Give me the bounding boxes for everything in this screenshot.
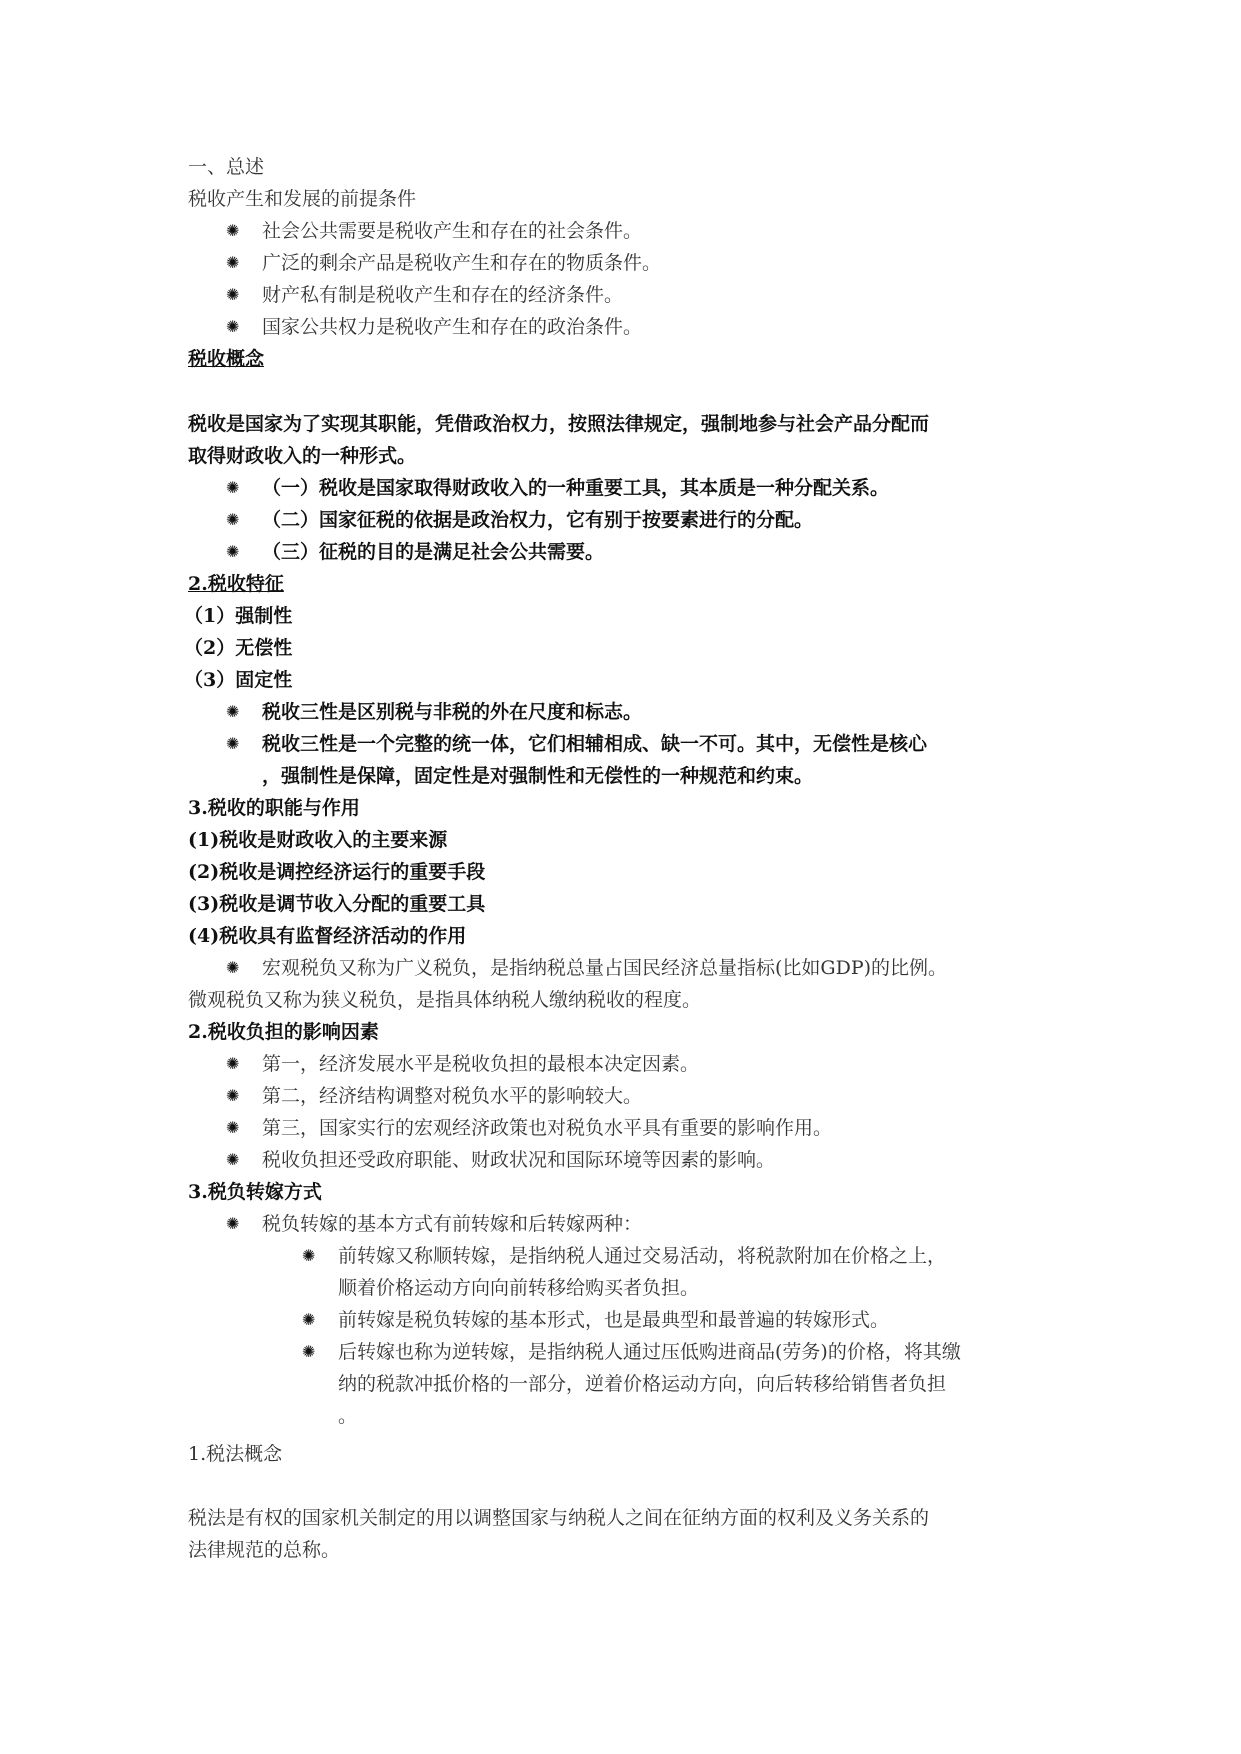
law-definition: 税法是有权的国家机关制定的用以调整国家与纳税人之间在征纳方面的权利及义务关系的 — [188, 1507, 930, 1529]
bullet-icon: ✺ — [226, 734, 240, 753]
bullet-icon: ✺ — [226, 317, 240, 336]
list-item: 税收三性是区别税与非税的外在尺度和标志。 — [262, 701, 643, 723]
list-item: 税收三性是一个完整的统一体，它们相辅相成、缺一不可。其中，无偿性是核心 — [262, 733, 928, 755]
bullet-icon: ✺ — [226, 1214, 240, 1233]
function-item: (2)税收是调控经济运行的重要手段 — [188, 861, 486, 883]
bullet-icon: ✺ — [226, 958, 240, 977]
sub-list-item: 后转嫁也称为逆转嫁，是指纳税人通过压低购进商品(劳务)的价格，将其缴 — [338, 1341, 961, 1363]
bullet-icon: ✺ — [226, 253, 240, 272]
list-item: 税收负担还受政府职能、财政状况和国际环境等因素的影响。 — [262, 1149, 776, 1171]
list-item: 财产私有制是税收产生和存在的经济条件。 — [262, 284, 624, 306]
list-item: 第一，经济发展水平是税收负担的最根本决定因素。 — [262, 1053, 700, 1075]
bullet-icon: ✺ — [226, 510, 240, 529]
section-subheading-preconditions: 税收产生和发展的前提条件 — [188, 188, 417, 210]
sub-list-item-continued: 。 — [338, 1405, 358, 1427]
list-item: 第二，经济结构调整对税负水平的影响较大。 — [262, 1085, 643, 1107]
list-item: （二）国家征税的依据是政治权力，它有别于按要素进行的分配。 — [262, 509, 814, 531]
bullet-icon: ✺ — [226, 221, 240, 240]
function-item: (3)税收是调节收入分配的重要工具 — [188, 893, 486, 915]
list-item: 社会公共需要是税收产生和存在的社会条件。 — [262, 220, 643, 242]
function-item: (4)税收具有监督经济活动的作用 — [188, 925, 467, 947]
feature-item: （3）固定性 — [184, 669, 293, 691]
paragraph: 宏观税负又称为广义税负，是指纳税总量占国民经济总量指标(比如GDP)的比例。 — [262, 957, 948, 979]
concept-heading: 税收概念 — [188, 348, 265, 370]
list-item: 广泛的剩余产品是税收产生和存在的物质条件。 — [262, 252, 662, 274]
bullet-icon: ✺ — [302, 1310, 316, 1329]
paragraph: 微观税负又称为狭义税负，是指具体纳税人缴纳税收的程度。 — [188, 989, 702, 1011]
section-heading-overview: 一、总述 — [188, 156, 265, 178]
bullet-icon: ✺ — [226, 1086, 240, 1105]
concept-definition: 税收是国家为了实现其职能，凭借政治权力，按照法律规定，强制地参与社会产品分配而 — [188, 413, 930, 435]
list-item: 国家公共权力是税收产生和存在的政治条件。 — [262, 316, 643, 338]
bullet-icon: ✺ — [226, 1118, 240, 1137]
sub-list-item-continued: 纳的税款冲抵价格的一部分，逆着价格运动方向，向后转移给销售者负担 — [338, 1373, 947, 1395]
list-item: 税负转嫁的基本方式有前转嫁和后转嫁两种： — [262, 1213, 643, 1235]
list-item-continued: ，强制性是保障，固定性是对强制性和无偿性的一种规范和约束。 — [262, 765, 814, 787]
bullet-icon: ✺ — [226, 285, 240, 304]
factors-heading: 2.税收负担的影响因素 — [188, 1021, 379, 1043]
law-definition: 法律规范的总称。 — [188, 1539, 341, 1561]
list-item: （三）征税的目的是满足社会公共需要。 — [262, 541, 605, 563]
bullet-icon: ✺ — [226, 1054, 240, 1073]
bullet-icon: ✺ — [226, 1150, 240, 1169]
feature-item: （1）强制性 — [184, 605, 293, 627]
concept-definition: 取得财政收入的一种形式。 — [188, 445, 417, 467]
feature-item: （2）无偿性 — [184, 637, 293, 659]
features-heading: 2.税收特征 — [188, 573, 284, 595]
sub-list-item: 前转嫁又称顺转嫁，是指纳税人通过交易活动，将税款附加在价格之上， — [338, 1245, 947, 1267]
bullet-icon: ✺ — [226, 542, 240, 561]
bullet-icon: ✺ — [302, 1342, 316, 1361]
bullet-icon: ✺ — [226, 702, 240, 721]
bullet-icon: ✺ — [302, 1246, 316, 1265]
list-item: 第三，国家实行的宏观经济政策也对税负水平具有重要的影响作用。 — [262, 1117, 833, 1139]
list-item: （一）税收是国家取得财政收入的一种重要工具，其本质是一种分配关系。 — [262, 477, 890, 499]
function-heading: 3.税收的职能与作用 — [188, 797, 360, 819]
law-heading: 1.税法概念 — [188, 1443, 283, 1465]
bullet-icon: ✺ — [226, 478, 240, 497]
sub-list-item-continued: 顺着价格运动方向向前转移给购买者负担。 — [338, 1277, 700, 1299]
sub-list-item: 前转嫁是税负转嫁的基本形式，也是最典型和最普遍的转嫁形式。 — [338, 1309, 890, 1331]
shift-heading: 3.税负转嫁方式 — [188, 1181, 322, 1203]
function-item: (1)税收是财政收入的主要来源 — [188, 829, 448, 851]
